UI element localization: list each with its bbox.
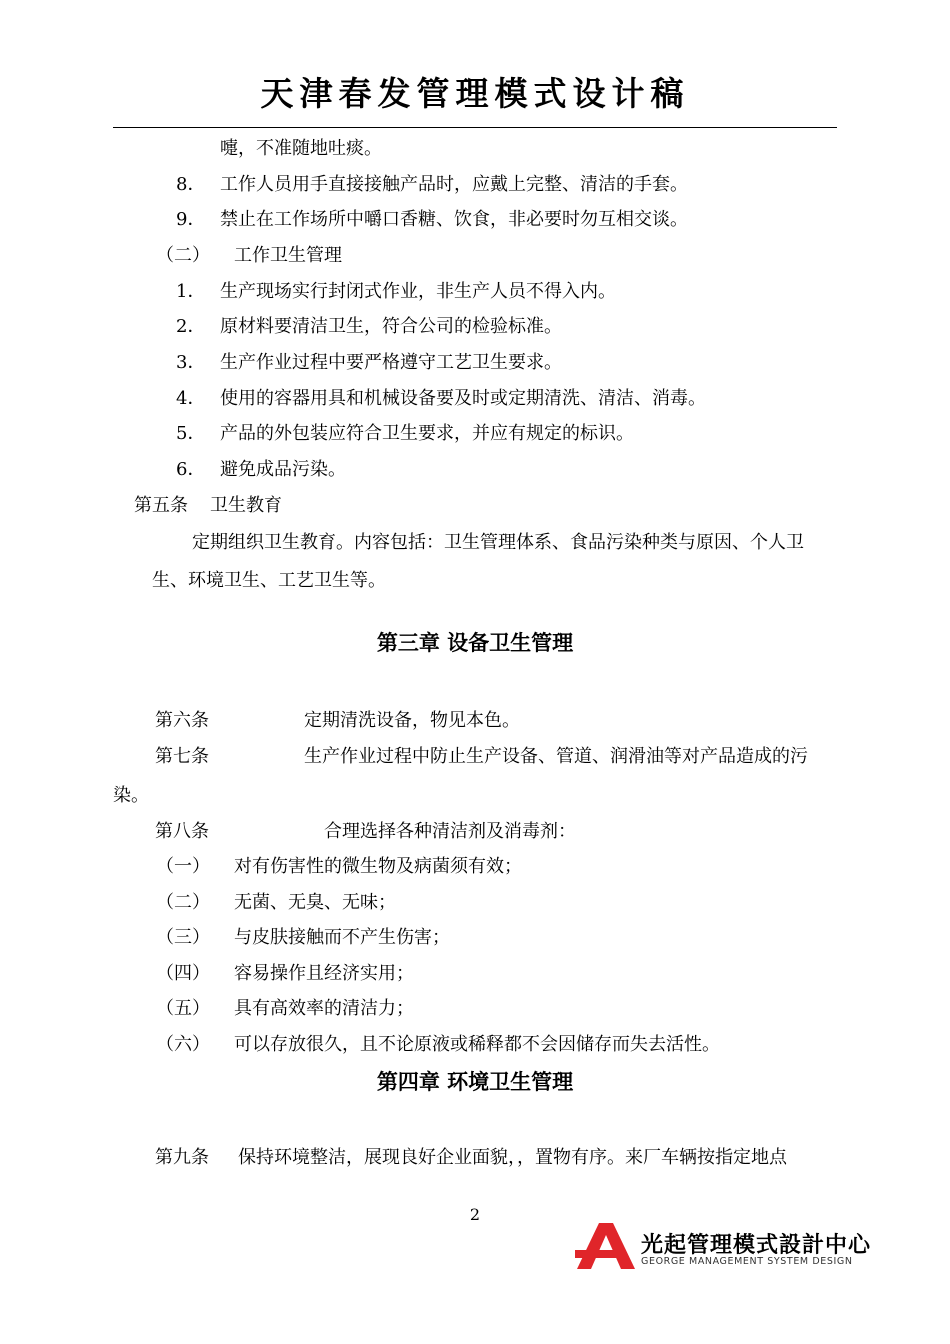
article-text-continuation: 染。 — [113, 785, 149, 806]
list-item-number: （三） — [156, 927, 210, 948]
list-item-text: 生产作业过程中要严格遵守工艺卫生要求。 — [220, 352, 562, 373]
list-item-text: 生产现场实行封闭式作业，非生产人员不得入内。 — [220, 281, 616, 302]
list-item-number: （六） — [156, 1034, 210, 1055]
company-logo-name: 光起管理模式設計中心 — [641, 1233, 872, 1258]
list-item-text: 工作人员用手直接接触产品时，应戴上完整、清洁的手套。 — [220, 174, 688, 195]
continuation-text: 嚏，不准随地吐痰。 — [220, 138, 382, 159]
article-body: 生、环境卫生、工艺卫生等。 — [152, 570, 386, 591]
article-text: 合理选择各种清洁剂及消毒剂： — [324, 821, 576, 842]
list-item-number: 3． — [176, 352, 206, 373]
article-title: 卫生教育 — [210, 495, 282, 516]
list-item-number: 4． — [176, 388, 206, 409]
page-number: 2 — [469, 1205, 481, 1224]
article-label: 第五条 — [134, 495, 188, 516]
list-item-number: （一） — [156, 856, 210, 877]
company-logo-mark-icon — [575, 1223, 635, 1269]
list-item-text: 可以存放很久，且不论原液或稀释都不会因储存而失去活性。 — [234, 1034, 720, 1055]
list-item-text: 避免成品污染。 — [220, 459, 346, 480]
section-number: （二） — [156, 245, 210, 266]
list-item-number: （五） — [156, 998, 210, 1019]
company-logo-tagline: GEORGE MANAGEMENT SYSTEM DESIGN — [641, 1256, 853, 1267]
list-item-number: 5． — [176, 423, 206, 444]
list-item-number: 9． — [176, 209, 206, 230]
article-text: 保持环境整洁，展现良好企业面貌，，置物有序。来厂车辆按指定地点 — [238, 1147, 787, 1168]
list-item-text: 无菌、无臭、无味； — [234, 892, 396, 913]
list-item-text: 对有伤害性的微生物及病菌须有效； — [234, 856, 522, 877]
list-item-text: 使用的容器用具和机械设备要及时或定期清洗、清洁、消毒。 — [220, 388, 706, 409]
list-item-text: 产品的外包装应符合卫生要求，并应有规定的标识。 — [220, 423, 634, 444]
article-text: 生产作业过程中防止生产设备、管道、润滑油等对产品造成的污 — [304, 746, 808, 767]
list-item-number: （二） — [156, 892, 210, 913]
list-item-number: 2． — [176, 316, 206, 337]
article-body: 定期组织卫生教育。内容包括：卫生管理体系、食品污染种类与原因、个人卫 — [192, 532, 804, 553]
chapter-heading: 第四章 环境卫生管理 — [376, 1070, 574, 1094]
article-label: 第七条 — [155, 746, 209, 767]
section-title: 工作卫生管理 — [234, 245, 342, 266]
chapter-heading: 第三章 设备卫生管理 — [376, 631, 574, 655]
list-item-number: 8． — [176, 174, 206, 195]
list-item-text: 具有高效率的清洁力； — [234, 998, 414, 1019]
article-label: 第九条 — [155, 1147, 209, 1168]
list-item-number: （四） — [156, 963, 210, 984]
article-text: 定期清洗设备，物见本色。 — [304, 710, 520, 731]
article-label: 第六条 — [155, 710, 209, 731]
list-item-number: 1． — [176, 281, 206, 302]
list-item-number: 6． — [176, 459, 206, 480]
list-item-text: 原材料要清洁卫生，符合公司的检验标准。 — [220, 316, 562, 337]
article-label: 第八条 — [155, 821, 209, 842]
list-item-text: 与皮肤接触而不产生伤害； — [234, 927, 450, 948]
list-item-text: 禁止在工作场所中嚼口香糖、饮食，非必要时勿互相交谈。 — [220, 209, 688, 230]
header-divider — [113, 127, 837, 128]
list-item-text: 容易操作且经济实用； — [234, 963, 414, 984]
page-header-title: 天津春发管理模式设计稿 — [260, 74, 690, 113]
